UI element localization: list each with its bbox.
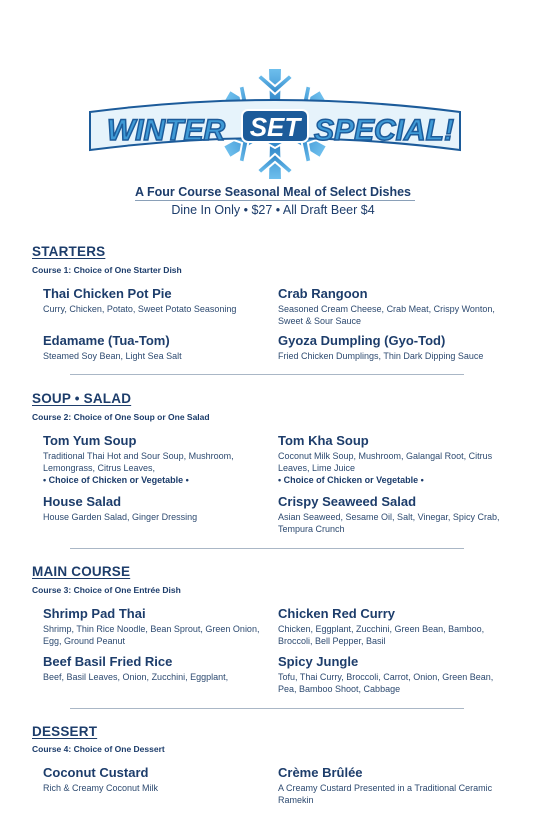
menu-item	[43, 606, 278, 647]
item-description: House Garden Salad, Ginger Dressing	[43, 512, 198, 522]
item-name: Thai Chicken Pot Pie	[43, 286, 172, 301]
section-divider	[70, 374, 464, 375]
svg-text:SET: SET	[249, 112, 301, 142]
item-name: Coconut Custard	[43, 765, 149, 780]
subtitle-rule	[135, 200, 415, 201]
section-title-soup-salad: SOUP • SALAD	[32, 391, 132, 406]
menu-item	[278, 494, 513, 535]
item-name: Tom Yum Soup	[43, 433, 137, 448]
section-subtitle-main-course: Course 3: Choice of One Entrée Dish	[32, 585, 181, 595]
menu-item	[278, 765, 513, 806]
item-description: Tofu, Thai Curry, Broccoli, Carrot, Onion, Green Bean, Pea, Bamboo Shoot, Cabbage	[278, 672, 494, 694]
item-choice-note: • Choice of Chicken or Vegetable •	[43, 475, 189, 485]
item-description: Coconut Milk Soup, Mushroom, Galangal Root, Citrus Leaves, Lime Juice	[278, 451, 493, 473]
item-description: Asian Seaweed, Sesame Oil, Salt, Vinegar, Spicy Crab, Tempura Crunch	[278, 512, 500, 534]
item-name: Chicken Red Curry	[278, 606, 396, 621]
menu-item	[278, 286, 513, 327]
section-title-starters: STARTERS	[32, 244, 106, 259]
winter-set-special-logo	[86, 66, 464, 184]
section-title-main-course: MAIN COURSE	[32, 564, 131, 579]
section-divider	[70, 548, 464, 549]
menu-item	[278, 433, 513, 486]
item-name: Shrimp Pad Thai	[43, 606, 146, 621]
menu-item	[43, 654, 278, 683]
item-name: Beef Basil Fried Rice	[43, 654, 173, 669]
item-description: Beef, Basil Leaves, Onion, Zucchini, Eggplant,	[43, 672, 229, 682]
item-choice-note: • Choice of Chicken or Vegetable •	[278, 475, 424, 485]
menu-item	[43, 333, 278, 362]
item-description: Fried Chicken Dumplings, Thin Dark Dipping Sauce	[278, 351, 484, 361]
item-description: Seasoned Cream Cheese, Crab Meat, Crispy Wonton, Sweet & Sour Sauce	[278, 304, 495, 326]
item-name: Crème Brûlée	[278, 765, 363, 780]
item-description: A Creamy Custard Presented in a Traditional Ceramic Ramekin	[278, 783, 493, 805]
item-name: Gyoza Dumpling (Gyo-Tod)	[278, 333, 446, 348]
item-name: Edamame (Tua-Tom)	[43, 333, 170, 348]
section-subtitle-starters: Course 1: Choice of One Starter Dish	[32, 265, 182, 275]
item-name: House Salad	[43, 494, 122, 509]
item-description: Traditional Thai Hot and Sour Soup, Mushroom, Lemongrass, Citrus Leaves,	[43, 451, 234, 473]
menu-item	[43, 433, 278, 486]
svg-text:WINTER: WINTER	[106, 114, 226, 147]
menu-item	[43, 765, 278, 794]
section-divider	[70, 708, 464, 709]
item-description: Rich & Creamy Coconut Milk	[43, 783, 159, 793]
menu-pricing-info: Dine In Only • $27 • All Draft Beer $4	[171, 203, 375, 217]
section-subtitle-soup-salad: Course 2: Choice of One Soup or One Salad	[32, 412, 210, 422]
menu-subtitle: A Four Course Seasonal Meal of Select Dishes	[134, 185, 411, 199]
item-description: Chicken, Eggplant, Zucchini, Green Bean, Bamboo, Broccoli, Bell Pepper, Basil	[278, 624, 485, 646]
menu-item	[43, 286, 278, 315]
item-description: Shrimp, Thin Rice Noodle, Bean Sprout, Green Onion, Egg, Ground Peanut	[43, 624, 260, 646]
item-description: Steamed Soy Bean, Light Sea Salt	[43, 351, 182, 361]
item-name: Spicy Jungle	[278, 654, 359, 669]
menu-item	[278, 333, 513, 362]
menu-item	[278, 654, 513, 695]
section-subtitle-dessert: Course 4: Choice of One Dessert	[32, 744, 165, 754]
svg-text:SPECIAL!: SPECIAL!	[313, 114, 455, 147]
logo-banner	[90, 100, 460, 150]
menu-item	[278, 606, 513, 647]
item-name: Tom Kha Soup	[278, 433, 369, 448]
menu-item	[43, 494, 278, 523]
section-title-dessert: DESSERT	[32, 724, 98, 739]
item-name: Crispy Seaweed Salad	[278, 494, 417, 509]
snowflake-logo-graphic	[86, 66, 464, 184]
item-name: Crab Rangoon	[278, 286, 368, 301]
item-description: Curry, Chicken, Potato, Sweet Potato Seasoning	[43, 304, 237, 314]
